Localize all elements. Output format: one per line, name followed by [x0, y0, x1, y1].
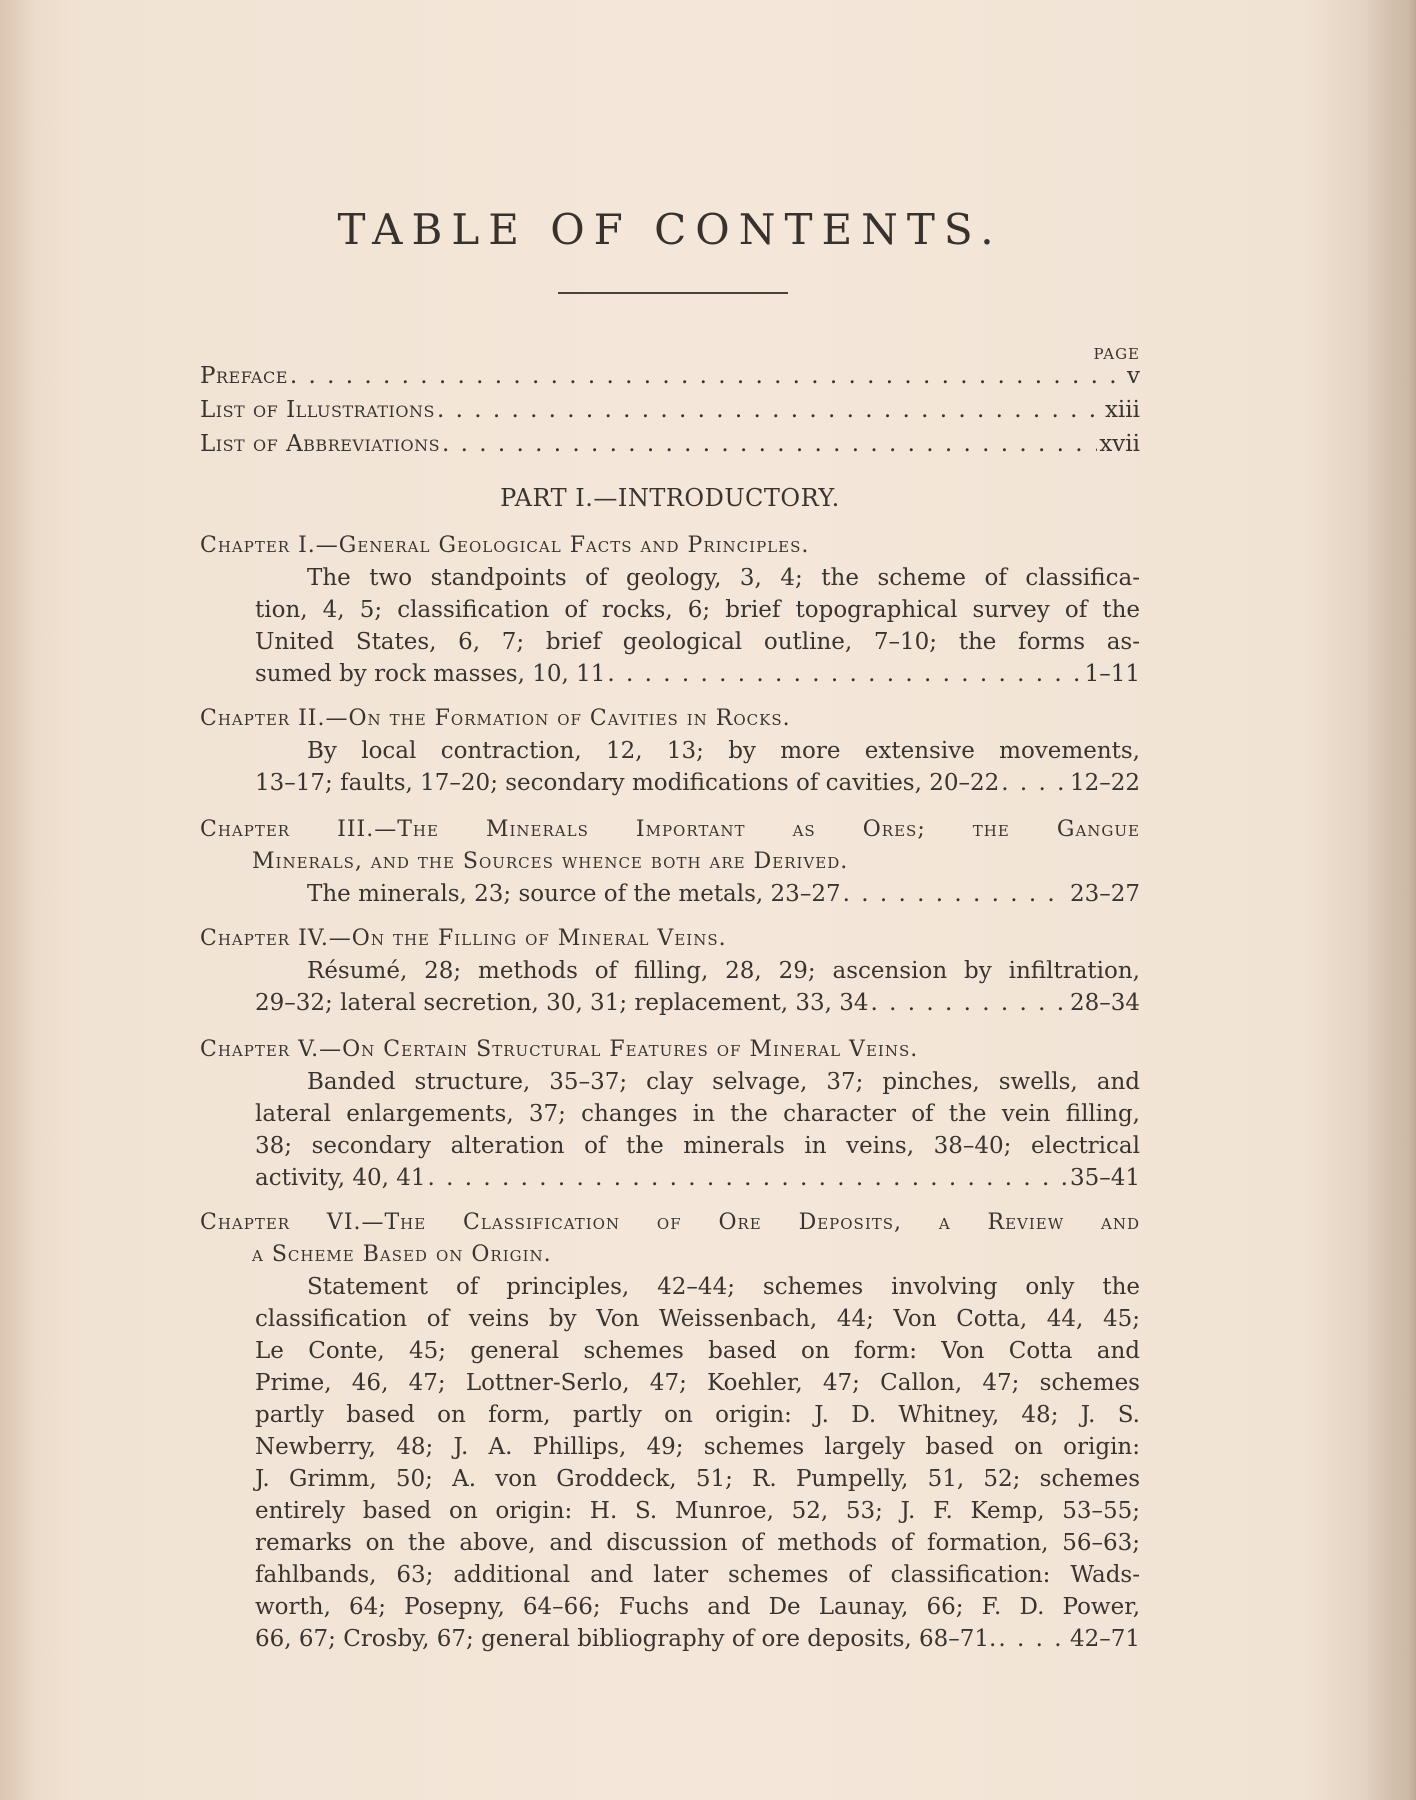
summary-line: tion, 4, 5; classification of rocks, 6; brief topographical survey of the — [255, 597, 1140, 623]
chapter-page-range: 12–22 — [1069, 770, 1140, 796]
title-rule — [558, 292, 788, 294]
toc-entry-label: List of Illustrations — [200, 397, 435, 423]
part-heading: PART I.—INTRODUCTORY. — [500, 484, 840, 512]
toc-entry-page: xvii — [1099, 431, 1140, 457]
summary-last-line — [255, 658, 1140, 690]
page-column-header: PAGE — [1093, 345, 1140, 363]
summary-line: United States, 6, 7; brief geological outline, 7–10; the forms as- — [255, 629, 1140, 655]
summary-line: partly based on form, partly on origin: J. D. Whitney, 48; J. S. — [255, 1402, 1140, 1428]
chapter-page-range: 42–71 — [1069, 1626, 1140, 1652]
chapter-5-heading[interactable] — [200, 1034, 1140, 1066]
chapter-page-range: 1–11 — [1084, 661, 1140, 687]
chapter-4-heading[interactable] — [200, 923, 1140, 955]
summary-line: 29–32; lateral secretion, 30, 31; replacement, 33, 34 — [255, 990, 869, 1016]
summary-line: By local contraction, 12, 13; by more extensive movements, — [307, 738, 1140, 764]
dot-leader — [290, 360, 1125, 392]
summary-line: 66, 67; Crosby, 67; general bibliography of ore deposits, 68–71. — [255, 1626, 997, 1652]
toc-entry-page: xiii — [1104, 397, 1140, 423]
summary-line: Statement of principles, 42–44; schemes involving only the — [307, 1274, 1140, 1300]
chapter-3-heading[interactable] — [200, 814, 1140, 878]
chapter-page-range: 35–41 — [1069, 1165, 1140, 1191]
toc-entry-label: List of Abbreviations — [200, 431, 441, 457]
chapter-page-range: 23–27 — [1069, 881, 1140, 907]
summary-line: Le Conte, 45; general schemes based on form: Von Cotta and — [255, 1338, 1140, 1364]
summary-line: worth, 64; Posepny, 64–66; Fuchs and De Launay, 66; F. D. Power, — [255, 1594, 1140, 1620]
chapter-1-summary — [255, 562, 1140, 690]
summary-last-line — [255, 878, 1140, 910]
summary-line: 38; secondary alteration of the minerals in veins, 38–40; electrical — [255, 1133, 1140, 1159]
chapter-heading-line: Minerals, and the Sources whence both are Derived. — [252, 849, 849, 874]
dot-leader — [998, 1623, 1068, 1655]
summary-last-line — [255, 987, 1140, 1019]
chapter-2-heading[interactable] — [200, 703, 1140, 735]
chapter-1-heading[interactable] — [200, 530, 1140, 562]
summary-line: The two standpoints of geology, 3, 4; the scheme of classifica- — [307, 565, 1140, 591]
summary-line: J. Grimm, 50; A. von Groddeck, 51; R. Pumpelly, 51, 52; schemes — [255, 1466, 1140, 1492]
summary-line: Newberry, 48; J. A. Phillips, 49; schemes largely based on origin: — [255, 1434, 1140, 1460]
chapter-heading-line: Chapter VI.—The Classification of Ore Deposits, a Review and — [200, 1210, 1140, 1235]
summary-line: remarks on the above, and discussion of methods of formation, 56–63; — [255, 1530, 1140, 1556]
summary-line: The minerals, 23; source of the metals, 23–27 — [307, 881, 841, 907]
chapter-heading-line: Chapter I.—General Geological Facts and Principles. — [200, 533, 810, 558]
summary-line: sumed by rock masses, 10, 11 — [255, 661, 606, 687]
summary-line: lateral enlargements, 37; changes in the character of the vein filling, — [255, 1101, 1140, 1127]
summary-line: Prime, 46, 47; Lottner-Serlo, 47; Koehler, 47; Callon, 47; schemes — [255, 1370, 1140, 1396]
chapter-heading-line: Chapter III.—The Minerals Important as Ores; the Gangue — [200, 817, 1140, 842]
summary-line: fahlbands, 63; additional and later schemes of classification: Wads- — [255, 1562, 1140, 1588]
chapter-4-summary — [255, 955, 1140, 1019]
chapter-page-range: 28–34 — [1069, 990, 1140, 1016]
chapter-heading-line: Chapter IV.—On the Filling of Mineral Veins. — [200, 926, 727, 951]
chapter-heading-line: Chapter V.—On Certain Structural Features of Mineral Veins. — [200, 1037, 919, 1062]
summary-line: Banded structure, 35–37; clay selvage, 37; pinches, swells, and — [307, 1069, 1140, 1095]
chapter-2-summary — [255, 735, 1140, 799]
chapter-6-summary — [255, 1271, 1140, 1655]
summary-line: Résumé, 28; methods of filling, 28, 29; ascension by infiltration, — [307, 958, 1140, 984]
dot-leader — [843, 878, 1068, 910]
summary-line: activity, 40, 41 — [255, 1165, 426, 1191]
dot-leader — [607, 658, 1082, 690]
summary-line: 13–17; faults, 17–20; secondary modifications of cavities, 20–22 — [255, 770, 1000, 796]
page-gutter-shadow — [0, 0, 36, 1800]
toc-entry-page: v — [1127, 363, 1140, 389]
summary-last-line — [255, 1623, 1140, 1655]
toc-entry-label: Preface — [200, 363, 288, 389]
summary-last-line — [255, 767, 1140, 799]
toc-entry-list-of-abbreviations[interactable] — [200, 428, 1140, 460]
page-edge-shadow — [1366, 0, 1416, 1800]
chapter-5-summary — [255, 1066, 1140, 1194]
summary-line: entirely based on origin: H. S. Munroe, 52, 53; J. F. Kemp, 53–55; — [255, 1498, 1140, 1524]
toc-entry-preface[interactable] — [200, 360, 1140, 392]
dot-leader — [1001, 767, 1068, 799]
chapter-heading-line: a Scheme Based on Origin. — [252, 1242, 552, 1267]
dot-leader — [437, 394, 1103, 426]
chapter-3-summary — [255, 878, 1140, 910]
chapter-heading-line: Chapter II.—On the Formation of Cavities in Rocks. — [200, 706, 791, 731]
page-title: TABLE OF CONTENTS. — [337, 205, 1003, 254]
summary-last-line — [255, 1162, 1140, 1194]
dot-leader — [428, 1162, 1068, 1194]
toc-entry-list-of-illustrations[interactable] — [200, 394, 1140, 426]
summary-line: classification of veins by Von Weissenbach, 44; Von Cotta, 44, 45; — [255, 1306, 1140, 1332]
dot-leader — [871, 987, 1068, 1019]
dot-leader — [442, 428, 1097, 460]
chapter-6-heading[interactable] — [200, 1207, 1140, 1271]
